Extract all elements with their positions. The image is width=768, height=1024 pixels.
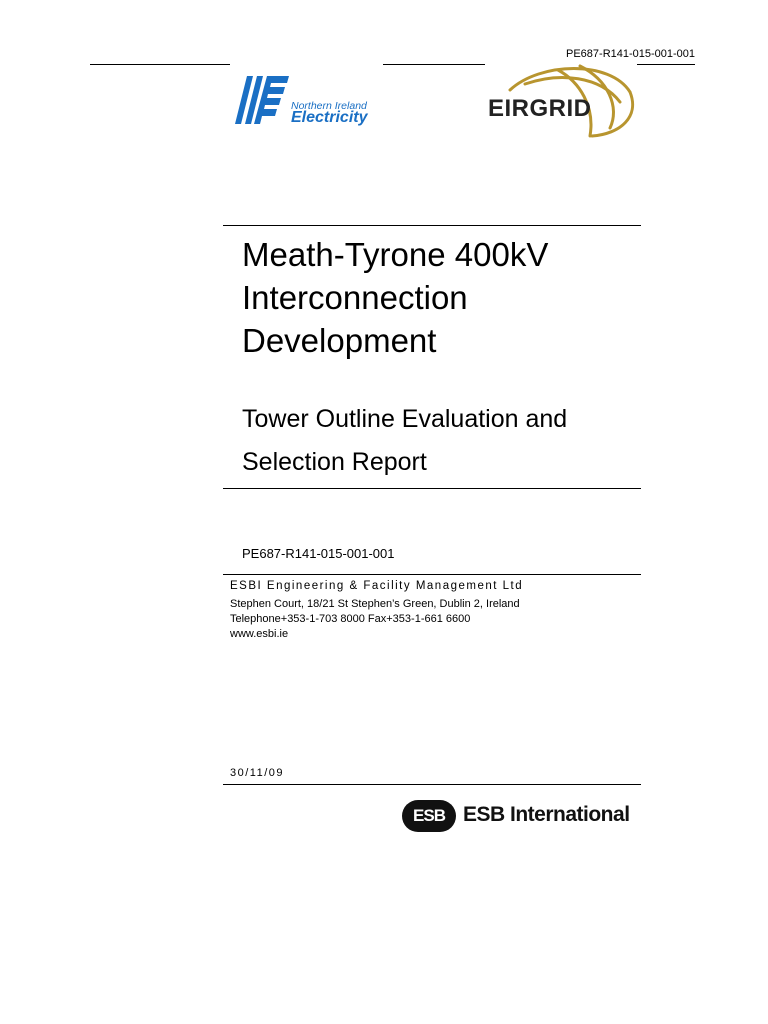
nie-logo-line1: Northern Ireland	[291, 100, 367, 112]
document-date: 30/11/09	[230, 767, 285, 779]
company-address: Stephen Court, 18/21 St Stephen’s Green, Dublin 2, Ireland	[230, 598, 520, 610]
title-line-2: Interconnection	[242, 279, 468, 316]
title-line-1: Meath-Tyrone 400kV	[242, 236, 549, 273]
header-rule-middle	[383, 64, 485, 65]
nie-logo-mark-icon	[233, 74, 293, 128]
title-line-3: Development	[242, 322, 437, 359]
esb-badge-icon: ESB	[402, 800, 456, 832]
header-rule-left	[90, 64, 230, 65]
nie-logo-line2: Electricity	[291, 109, 368, 126]
company-rule-top	[223, 574, 641, 575]
document-subtitle	[242, 398, 662, 484]
document-title	[242, 233, 662, 362]
esb-logo-text: ESB International	[463, 803, 630, 826]
company-contact: Telephone+353-1-703 8000 Fax+353-1-661 6600	[230, 613, 471, 625]
subtitle-line-2: Selection Report	[242, 448, 427, 476]
subtitle-line-1: Tower Outline Evaluation and	[242, 405, 568, 433]
header-document-ref: PE687-R141-015-001-001	[566, 48, 696, 60]
date-rule	[223, 784, 641, 785]
company-name: ESBI Engineering & Facility Management Ltd	[230, 580, 524, 592]
document-reference: PE687-R141-015-001-001	[242, 546, 395, 561]
nie-logo	[233, 74, 383, 128]
title-rule-top	[223, 225, 641, 226]
header-rule-right	[637, 64, 695, 65]
eirgrid-logo	[480, 62, 640, 140]
company-website: www.esbi.ie	[230, 628, 289, 640]
esb-international-logo	[402, 800, 642, 834]
title-rule-bottom	[223, 488, 641, 489]
eirgrid-logo-text: EIRGRID	[488, 95, 592, 122]
